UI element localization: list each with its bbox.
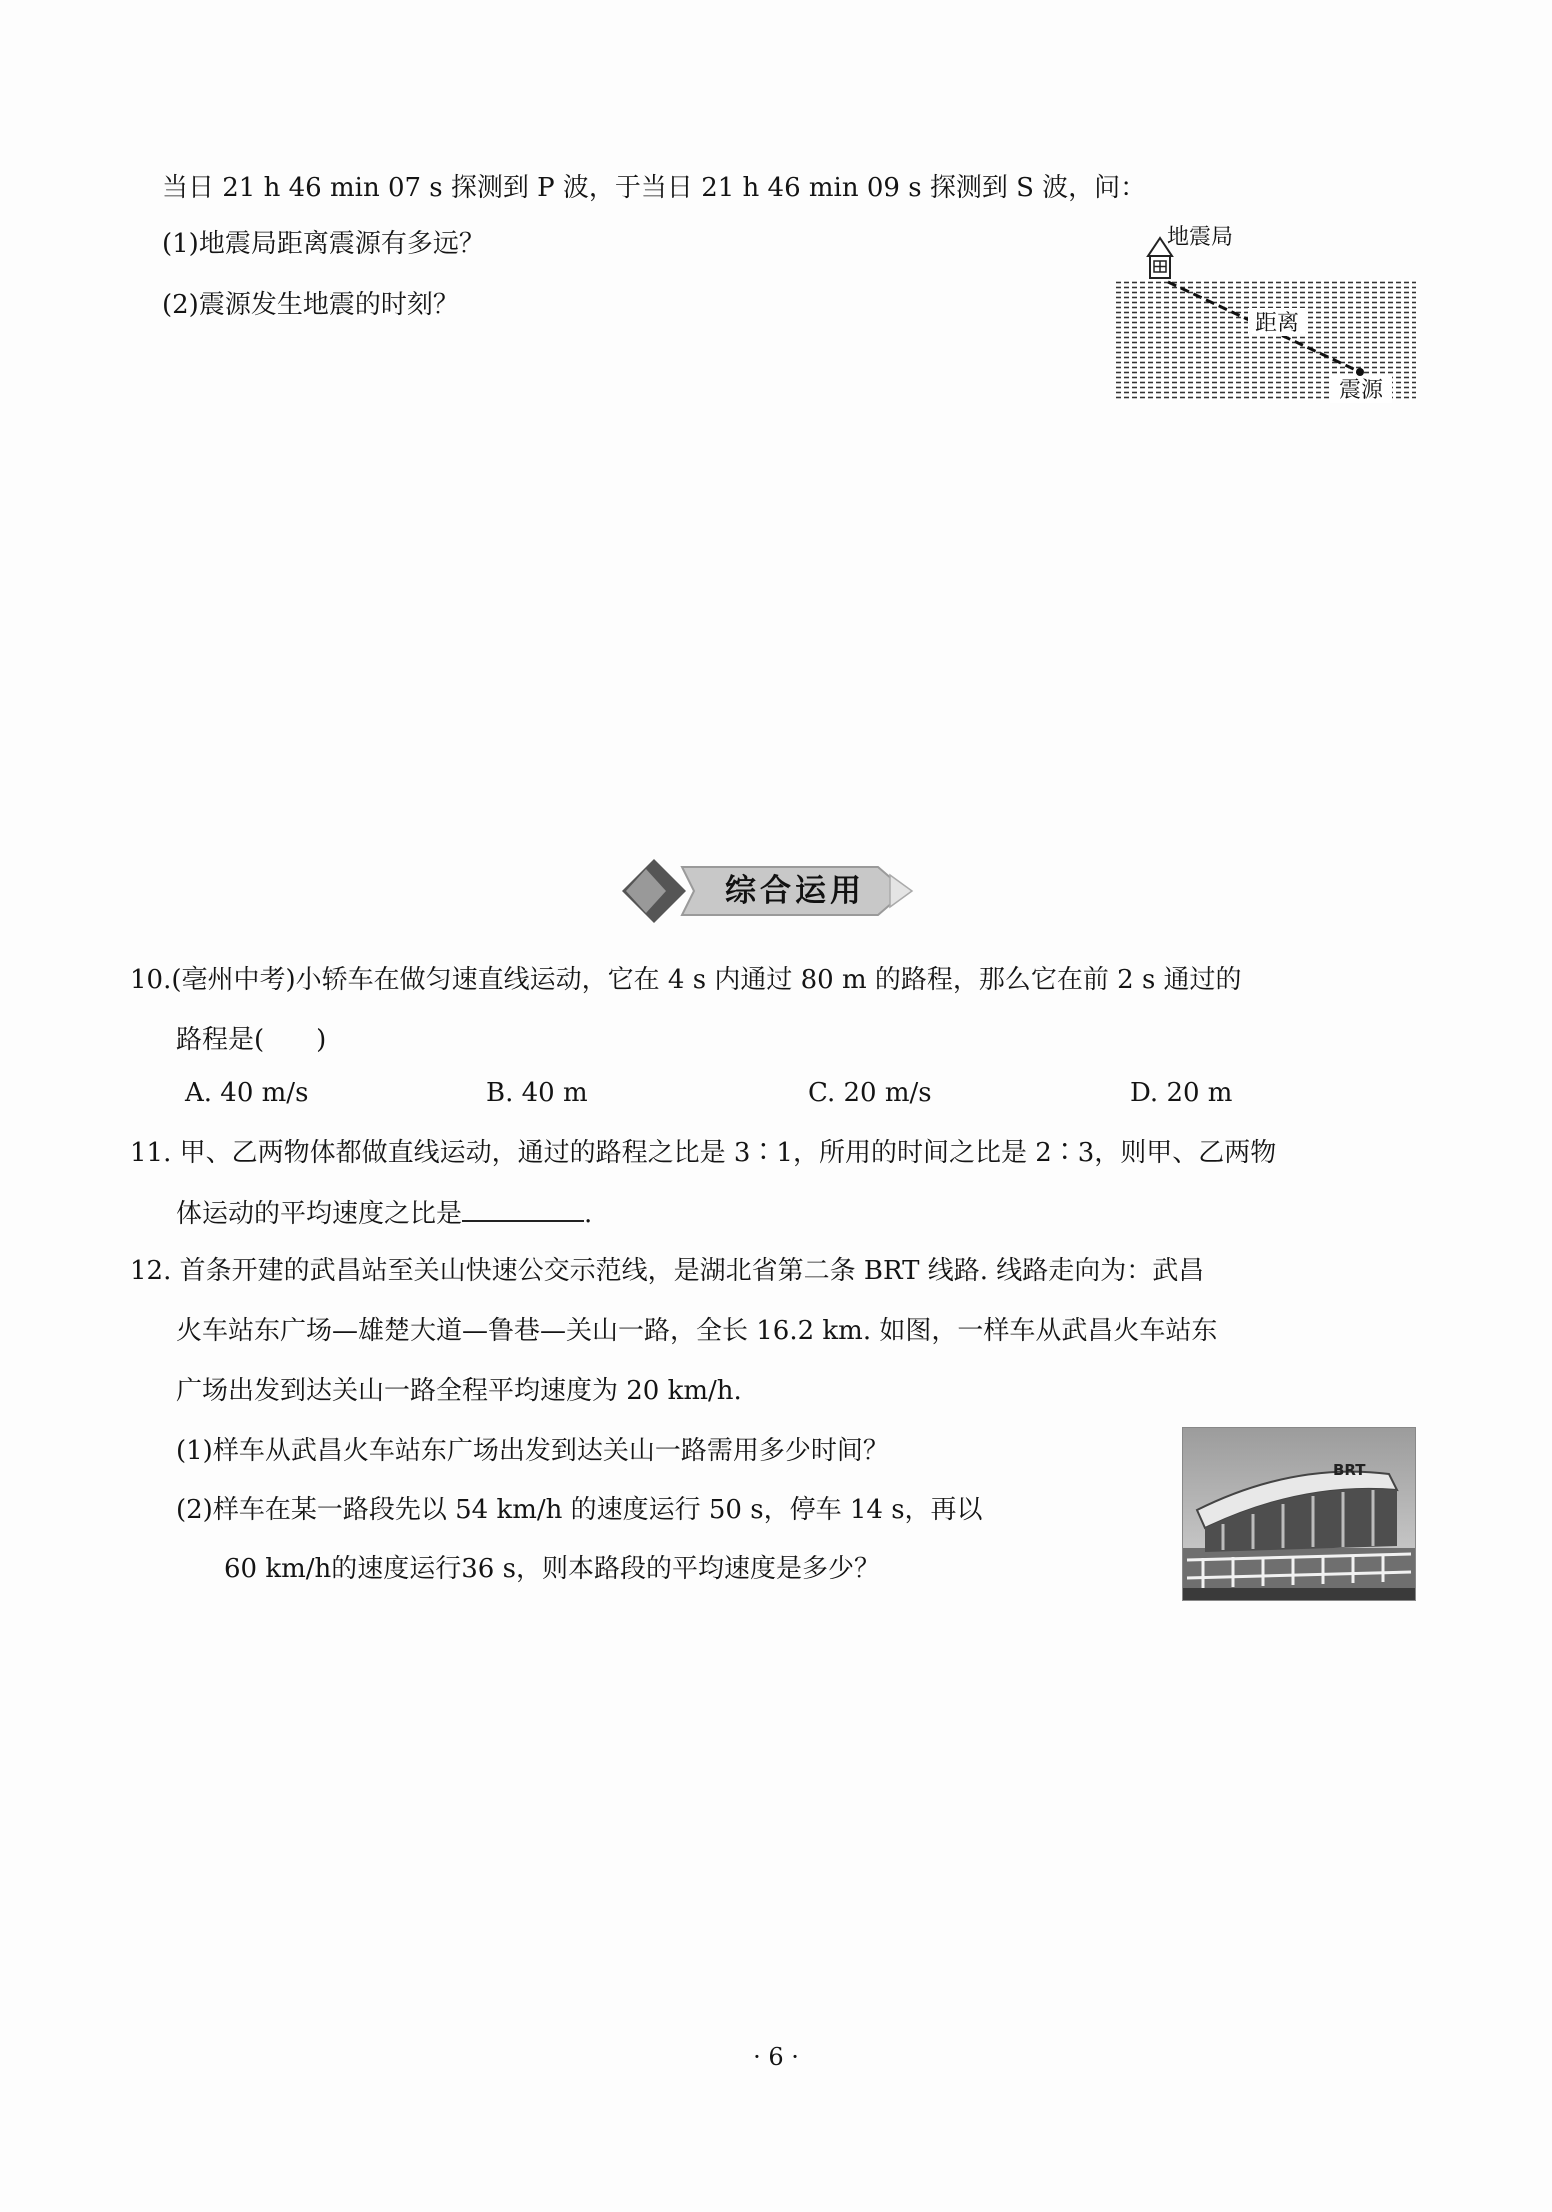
earthquake-diagram — [1108, 220, 1428, 405]
q10-option-d: D. 20 m — [1130, 1078, 1233, 1108]
q11-text: 体运动的平均速度之比是 — [176, 1199, 463, 1229]
distance-label: 距离 — [1254, 311, 1300, 336]
q12-sub1: (1)样车从武昌火车站东广场出发到达关山一路需用多少时间？ — [176, 1436, 889, 1466]
page-number: · 6 · — [753, 2043, 799, 2071]
q10-source: (亳州中考) — [171, 965, 296, 995]
q12-line3: 广场出发到达关山一路全程平均速度为 20 km/h. — [176, 1376, 742, 1406]
q10-number: 10. — [130, 965, 172, 995]
q11-answer-blank[interactable] — [462, 1194, 584, 1222]
q10-option-c: C. 20 m/s — [808, 1078, 932, 1108]
source-label: 震源 — [1338, 378, 1384, 403]
station-label: 地震局 — [1166, 225, 1234, 250]
q9-sub1: (1)地震局距离震源有多远？ — [162, 229, 485, 259]
q12-sub2-b: 60 km/h的速度运行36 s，则本路段的平均速度是多少？ — [224, 1554, 880, 1584]
q10-option-a: A. 40 m/s — [185, 1078, 309, 1108]
section-banner — [620, 855, 940, 927]
q12-sub2-a: (2)样车在某一路段先以 54 km/h 的速度运行 50 s，停车 14 s，再以 — [176, 1495, 983, 1525]
q10-option-b: B. 40 m — [486, 1078, 588, 1108]
q12-line1: 12. 首条开建的武昌站至关山快速公交示范线，是湖北省第二条 BRT 线路. 线路走向为：武昌 — [130, 1256, 1205, 1286]
q11-line2 — [176, 1194, 592, 1234]
brt-sign: BRT — [1333, 1461, 1366, 1479]
q10-line2: 路程是( ) — [176, 1025, 327, 1055]
q10-text: 小轿车在做匀速直线运动，它在 4 s 内通过 80 m 的路程，那么它在前 2 s 通过的 — [295, 965, 1242, 995]
q9-intro: 当日 21 h 46 min 07 s 探测到 P 波，于当日 21 h 46 min 09 s 探测到 S 波，问： — [162, 173, 1147, 203]
q11-period: . — [584, 1199, 593, 1229]
source-dot — [1356, 368, 1364, 376]
q10-line1 — [130, 960, 1242, 1000]
brt-station-photo — [1182, 1427, 1416, 1601]
q9-sub2: (2)震源发生地震的时刻？ — [162, 290, 459, 320]
section-title: 综合运用 — [725, 873, 865, 909]
q11-line1: 11. 甲、乙两物体都做直线运动，通过的路程之比是 3∶1，所用的时间之比是 2∶3，则甲、乙两物 — [130, 1138, 1277, 1168]
q12-line2: 火车站东广场—雄楚大道—鲁巷—关山一路，全长 16.2 km. 如图，一样车从武昌火车站东 — [176, 1316, 1218, 1346]
